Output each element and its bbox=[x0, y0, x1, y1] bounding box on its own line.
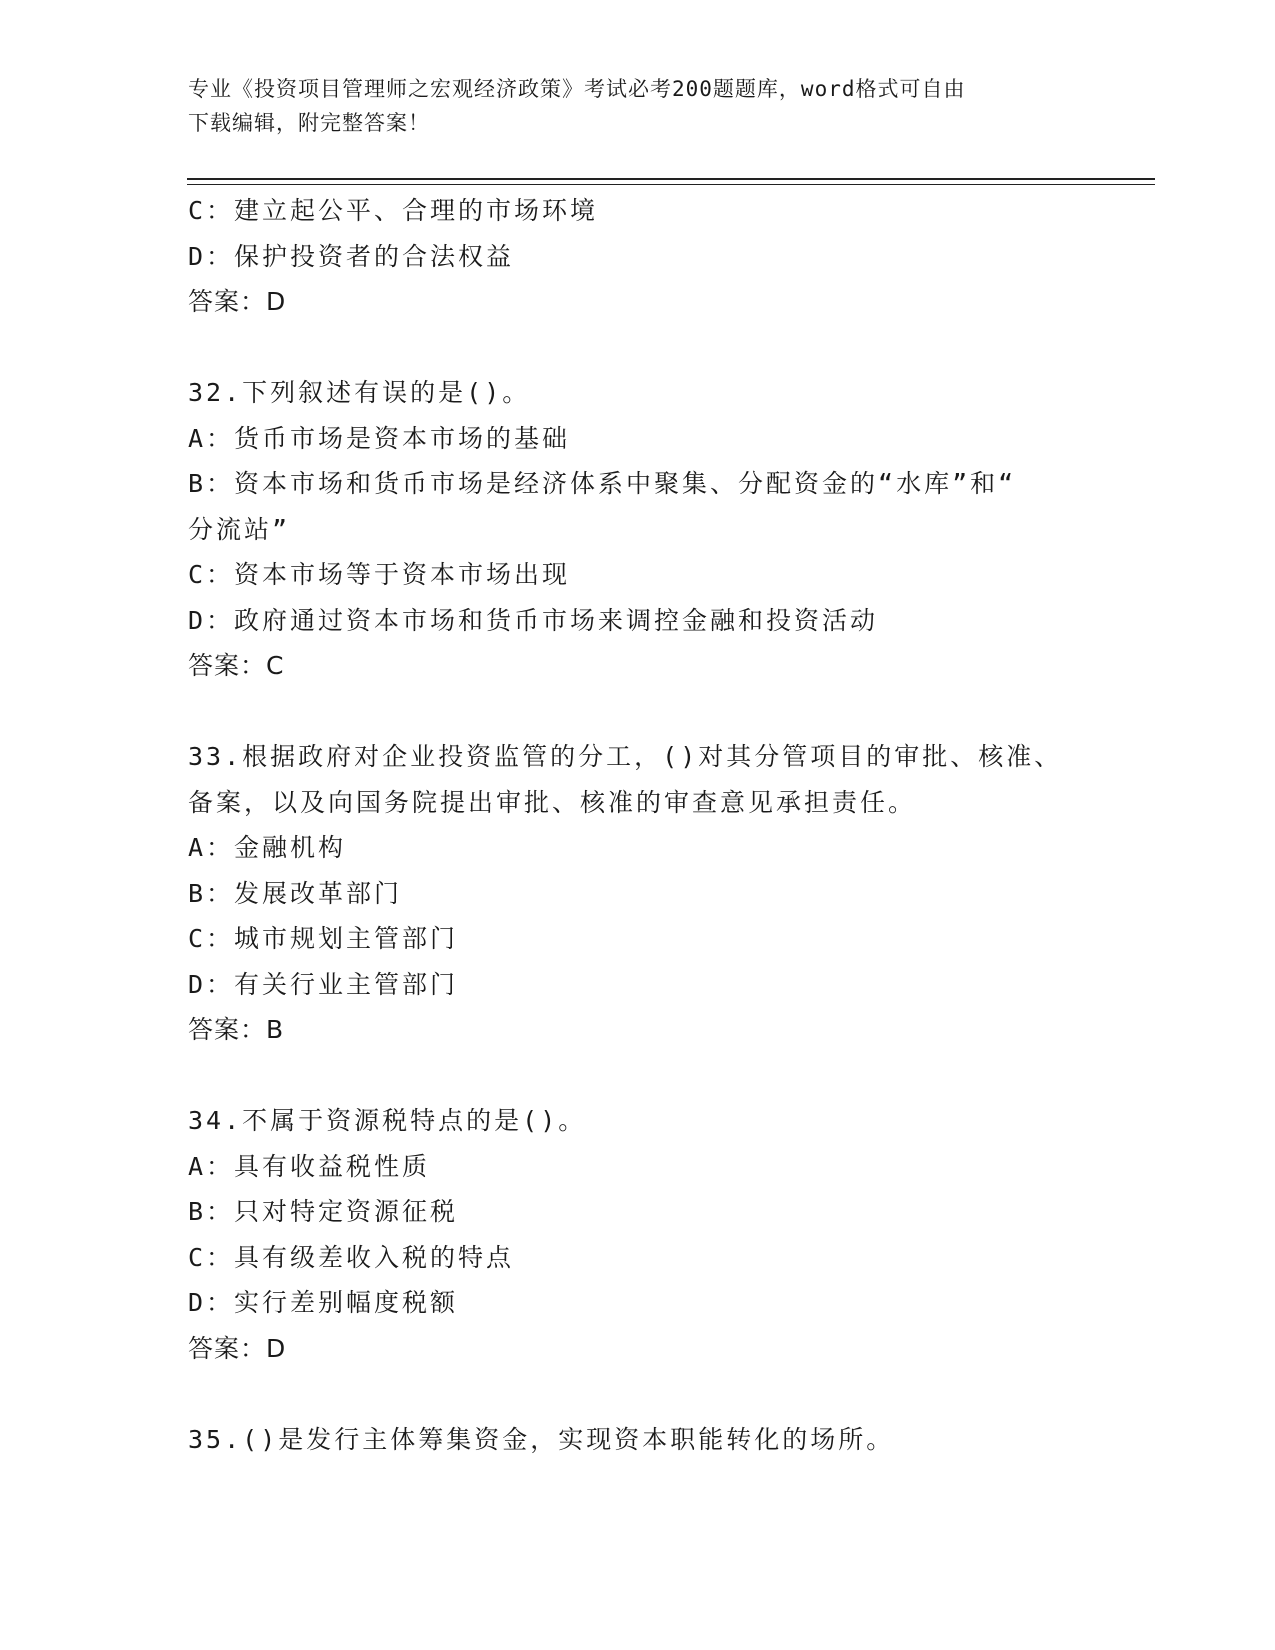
option-a: A：具有收益税性质 bbox=[188, 1151, 431, 1181]
question-32 bbox=[188, 370, 1088, 689]
answer: 答案：D bbox=[188, 1333, 287, 1363]
header-line-1: 专业《投资项目管理师之宏观经济政策》考试必考200题题库，word格式可自由 bbox=[188, 77, 966, 101]
question-stem: 33.根据政府对企业投资监管的分工，()对其分管项目的审批、核准、 bbox=[188, 742, 1063, 771]
option-b: B：资本市场和货币市场是经济体系中聚集、分配资金的“水库”和“ bbox=[188, 469, 1017, 498]
option-b-continued: 分流站” bbox=[188, 514, 291, 544]
question-stem: 34.不属于资源税特点的是()。 bbox=[188, 1106, 587, 1135]
option-b: B：只对特定资源征税 bbox=[188, 1197, 459, 1226]
option-c: C：资本市场等于资本市场出现 bbox=[188, 560, 571, 589]
option-c: C：建立起公平、合理的市场环境 bbox=[188, 196, 599, 225]
option-d: D：实行差别幅度税额 bbox=[188, 1288, 459, 1317]
option-c: C：具有级差收入税的特点 bbox=[188, 1242, 515, 1272]
question-35 bbox=[188, 1417, 1088, 1463]
spacer bbox=[188, 325, 1088, 371]
answer: 答案：B bbox=[188, 1015, 285, 1044]
answer: 答案：D bbox=[188, 287, 287, 316]
page-header bbox=[188, 72, 1088, 140]
option-d: D：有关行业主管部门 bbox=[188, 969, 459, 999]
option-b: B：发展改革部门 bbox=[188, 878, 403, 908]
header-line-2: 下载编辑，附完整答案！ bbox=[188, 111, 430, 135]
question-34 bbox=[188, 1098, 1088, 1371]
spacer bbox=[188, 689, 1088, 735]
spacer bbox=[188, 1053, 1088, 1099]
header-divider-thick bbox=[187, 178, 1155, 180]
question-list bbox=[188, 188, 1088, 1462]
option-a: A：货币市场是资本市场的基础 bbox=[188, 423, 571, 453]
question-31-tail bbox=[188, 188, 1088, 325]
header-divider-thin bbox=[187, 184, 1155, 185]
option-d: D：政府通过资本市场和货币市场来调控金融和投资活动 bbox=[188, 605, 879, 635]
option-a: A：金融机构 bbox=[188, 833, 347, 862]
answer: 答案：C bbox=[188, 651, 285, 680]
option-c: C：城市规划主管部门 bbox=[188, 924, 459, 953]
question-stem: 35.()是发行主体筹集资金，实现资本职能转化的场所。 bbox=[188, 1424, 895, 1454]
option-d: D：保护投资者的合法权益 bbox=[188, 241, 515, 271]
question-stem: 32.下列叙述有误的是()。 bbox=[188, 378, 531, 407]
question-33 bbox=[188, 734, 1088, 1053]
question-stem-continued: 备案，以及向国务院提出审批、核准的审查意见承担责任。 bbox=[188, 787, 917, 817]
spacer bbox=[188, 1371, 1088, 1417]
